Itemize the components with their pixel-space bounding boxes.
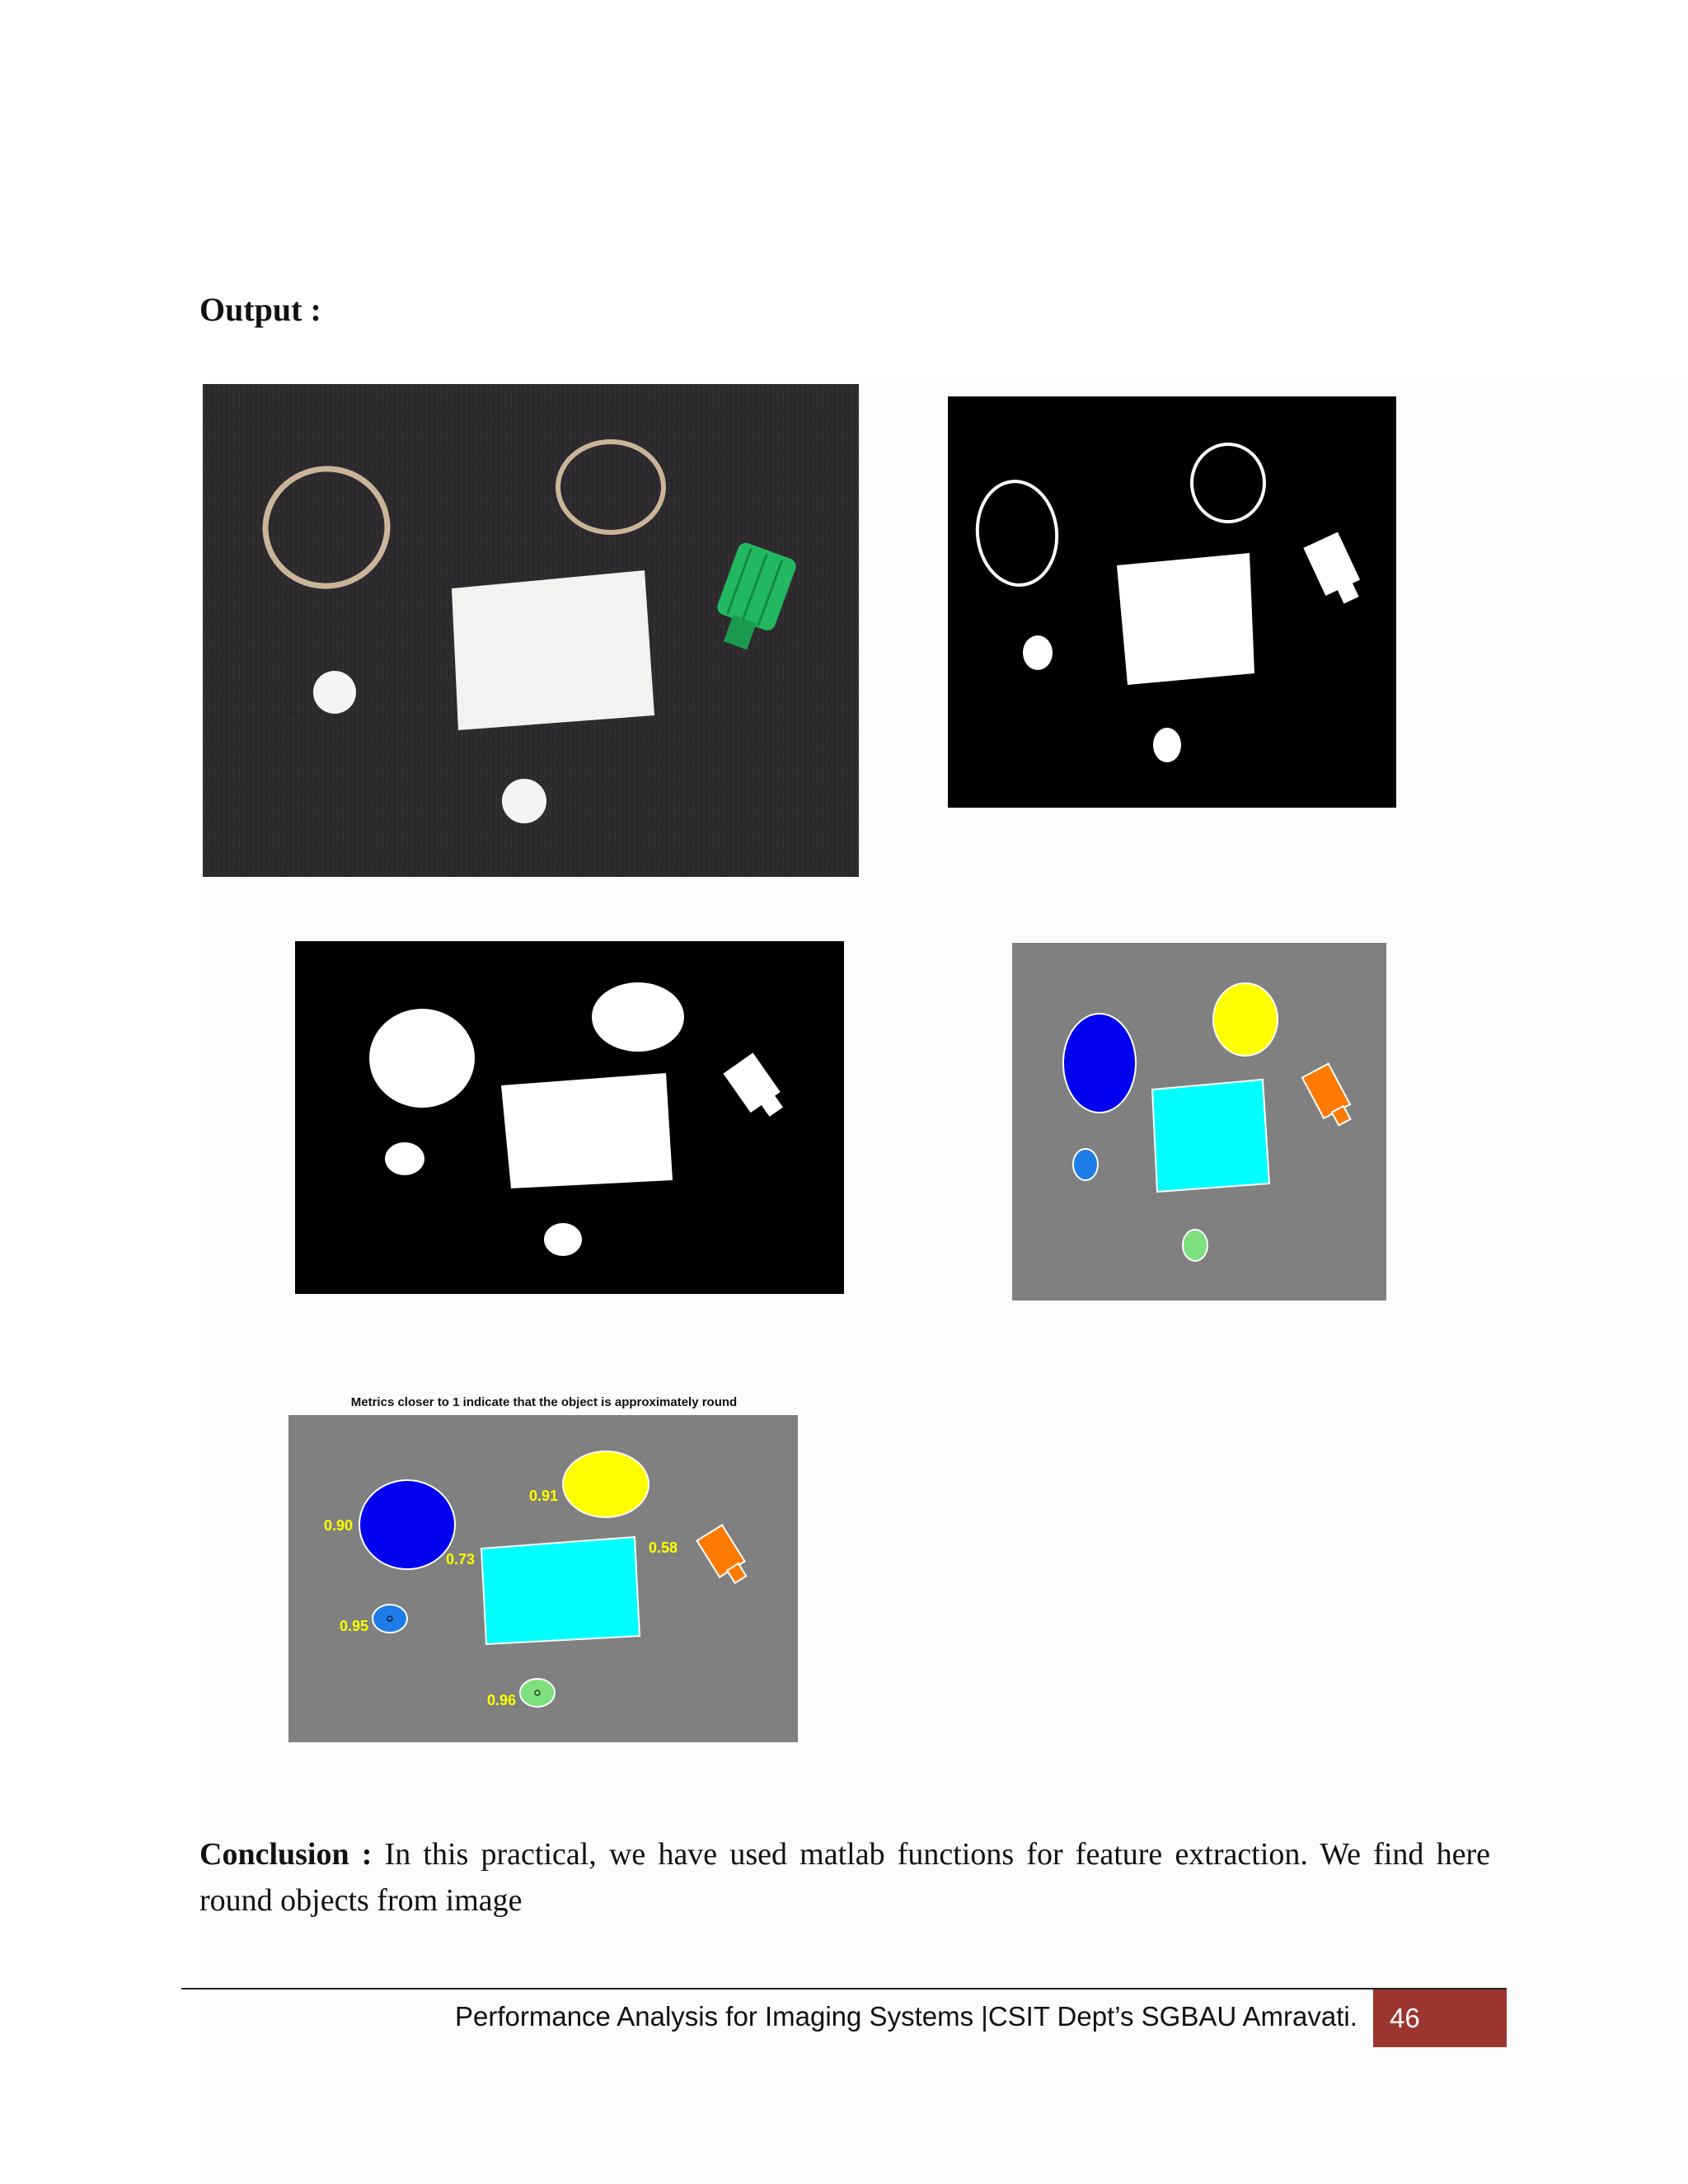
roundness-label: 0.90 xyxy=(324,1517,354,1534)
conclusion-text: In this practical, we have used matlab functions for feature extraction. We find here round objects from image xyxy=(199,1837,1490,1918)
roundness-label: 0.73 xyxy=(446,1551,476,1568)
conclusion-label: Conclusion : xyxy=(199,1837,373,1872)
footer-divider xyxy=(181,1988,1507,1990)
binary-edge-image xyxy=(948,396,1396,808)
filled-binary-image xyxy=(295,941,844,1294)
roundness-label: 0.96 xyxy=(487,1692,517,1708)
page-number: 46 xyxy=(1373,1990,1507,2047)
labeled-regions-image xyxy=(1012,943,1386,1301)
roundness-metrics-image xyxy=(288,1415,798,1742)
original-photo xyxy=(203,384,859,877)
roundness-label: 0.58 xyxy=(649,1540,678,1556)
footer-text: Performance Analysis for Imaging Systems |CSIT Dept’s SGBAU Amravati. xyxy=(455,2001,1357,2032)
roundness-label: 0.95 xyxy=(340,1618,369,1634)
metrics-caption: Metrics closer to 1 indicate that the object is approximately round xyxy=(350,1395,738,1409)
roundness-label: 0.91 xyxy=(529,1488,559,1504)
conclusion-paragraph xyxy=(199,1831,1490,1924)
output-heading: Output : xyxy=(199,291,321,328)
